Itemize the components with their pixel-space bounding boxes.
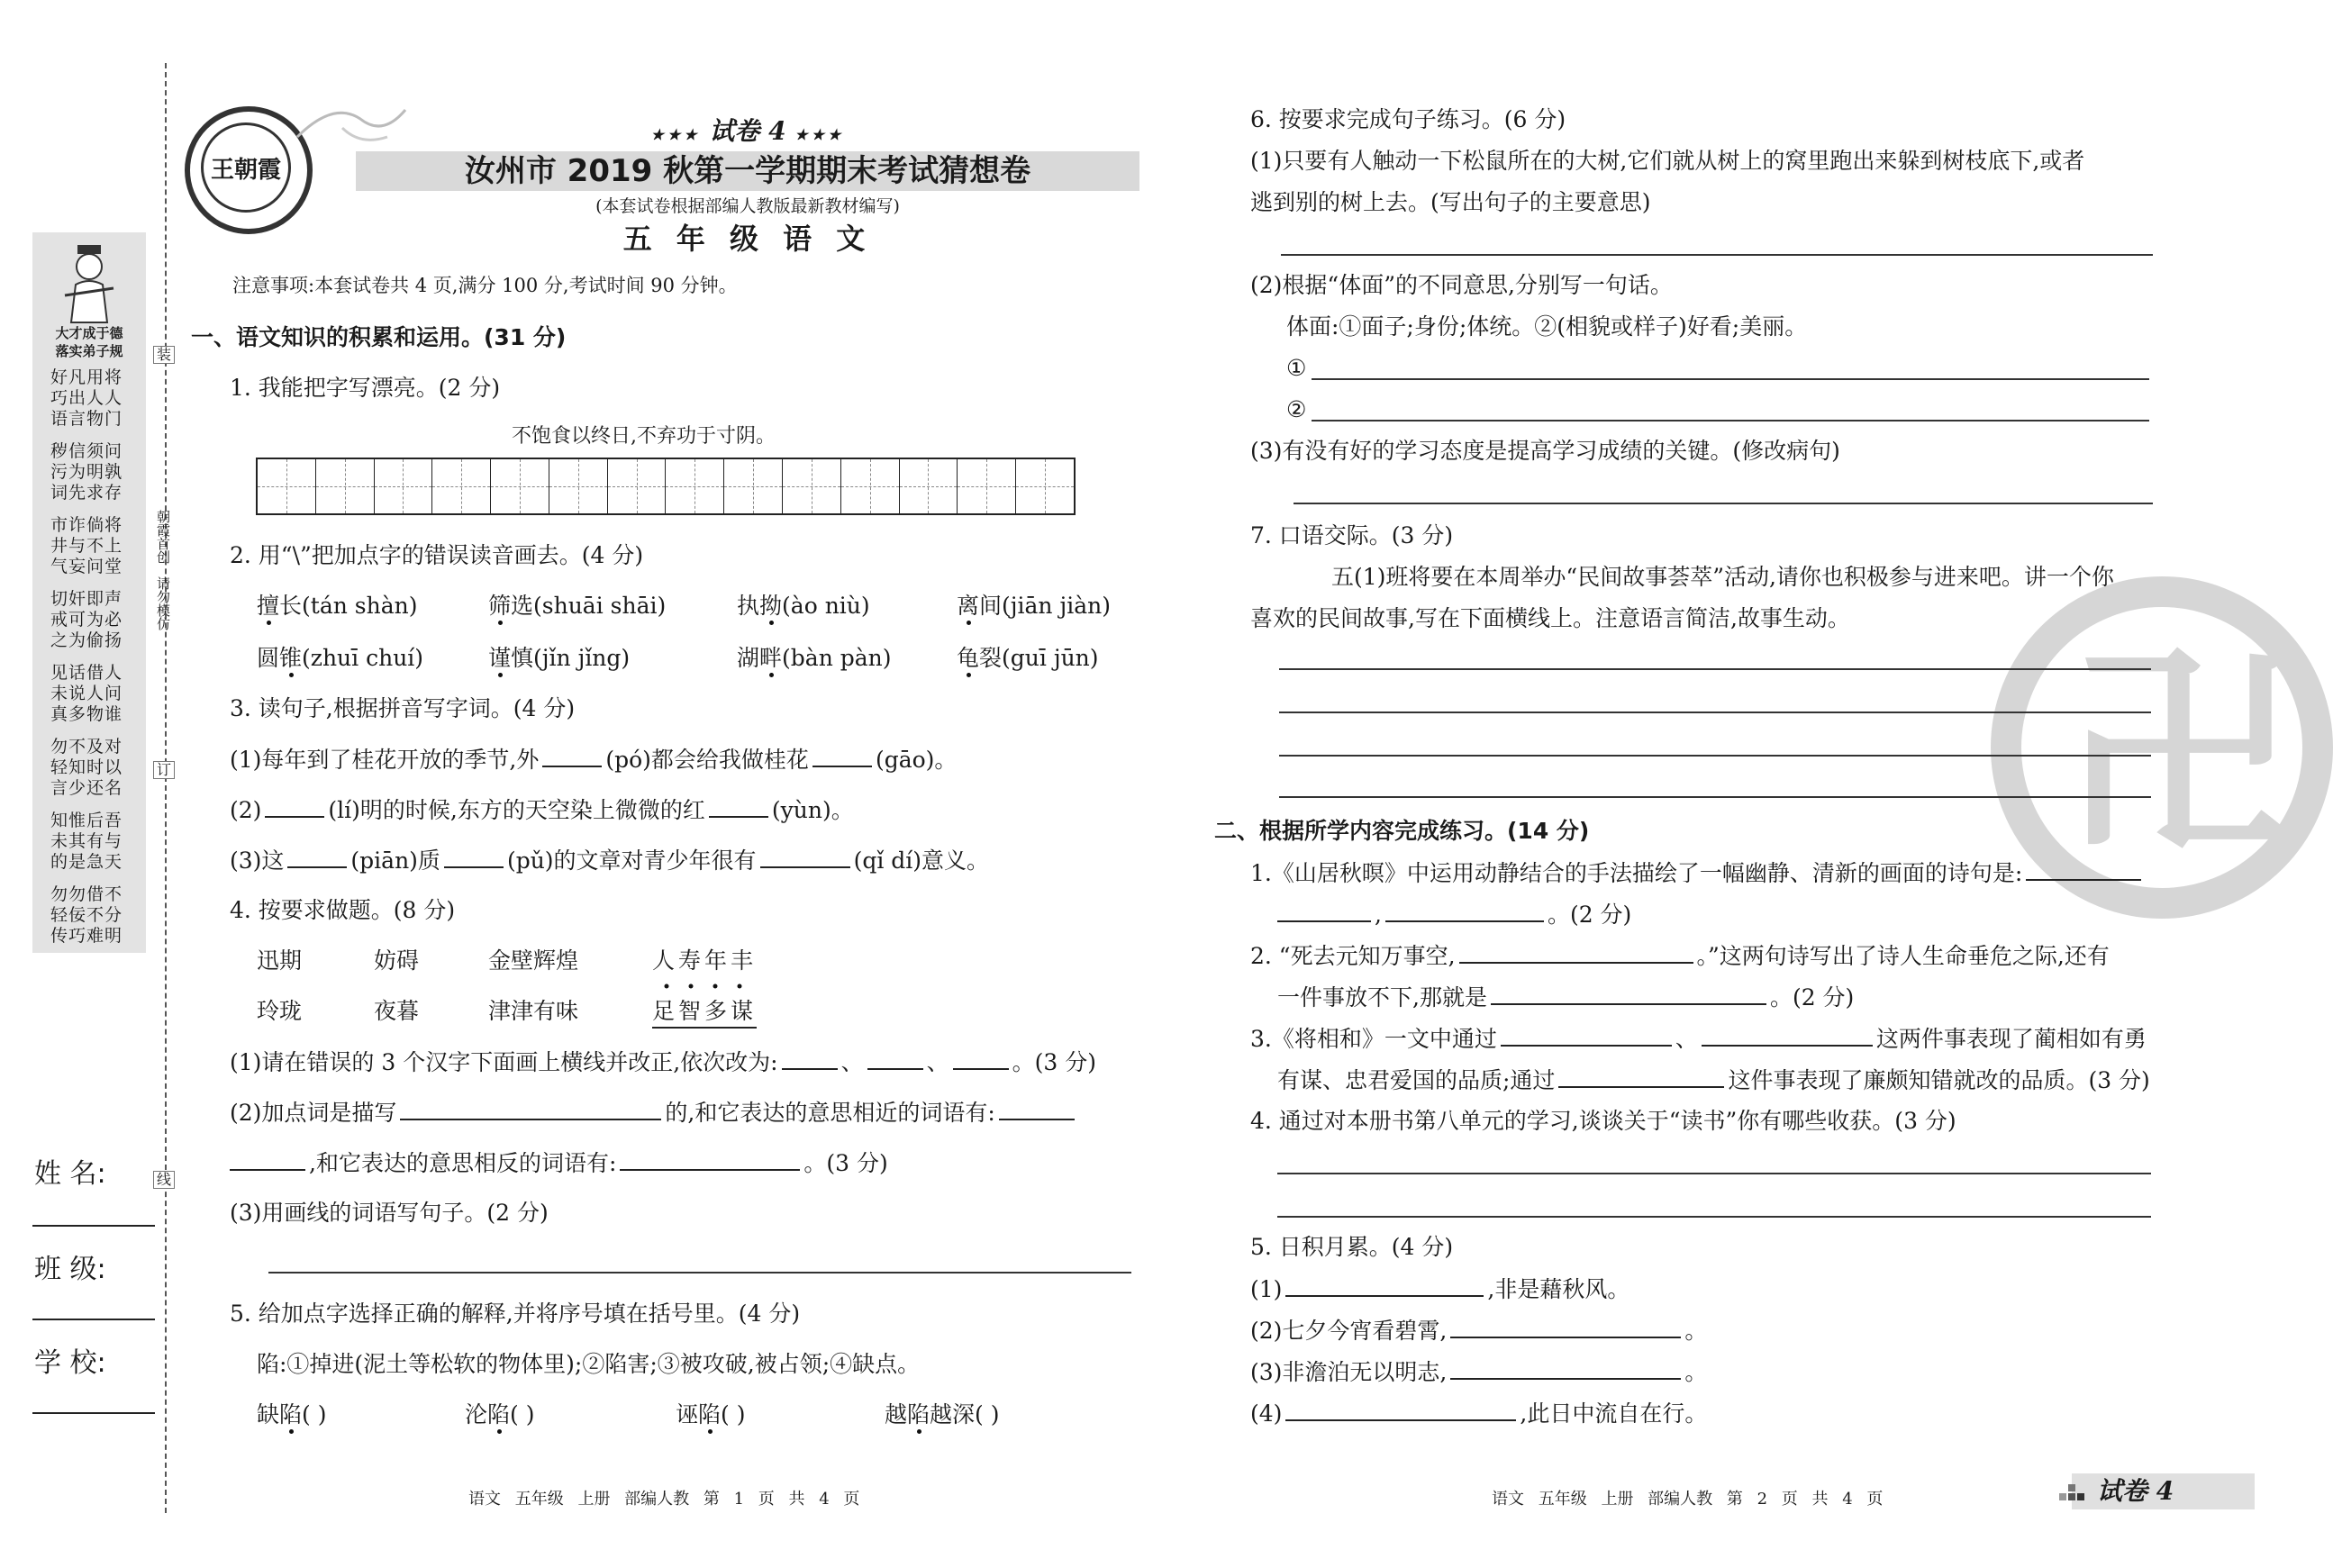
logo-text: 王朝霞 [201,122,291,213]
poem-line: 井与不上 [50,536,123,556]
pinyin-item: 谨慎(jǐn jǐng) [488,643,630,674]
motto-panel [32,232,146,953]
exam-series [613,112,883,148]
cut-line [165,63,167,1513]
poem-line: 知惟后吾 [50,811,123,830]
motto-line: 落实弟子规 [55,343,123,359]
answer-blank[interactable] [620,1147,800,1171]
answer-line[interactable] [1279,711,2151,713]
answer-blank[interactable] [760,845,850,868]
poem-line: 语言物门 [50,409,123,429]
poem-line: 污为明孰 [50,462,123,482]
answer-blank[interactable] [542,744,602,767]
grid-cell[interactable] [1016,459,1074,513]
poem-line: 勿不及对 [50,737,123,757]
page-footer-right: 语文 五年级 上册 部编人教 第 2 页 共 4 页 [1492,1490,1884,1509]
answer-blank[interactable] [1385,899,1544,922]
star-icon: ★★★ [650,126,701,143]
motto-line: 大才成于德 [55,325,123,341]
section-1-heading: 一、语文知识的积累和运用。(31 分) [191,324,567,350]
answer-line[interactable] [1281,254,2153,256]
corner-label: 试卷 4 [2097,1476,2174,1506]
answer-blank[interactable] [1558,1065,1724,1088]
q5-definition: 陷:①掉进(泥土等松软的物体里);②陷害;③被攻破,被占领;④缺点。 [257,1351,921,1377]
answer-line[interactable] [1279,796,2151,798]
poem-line: 的是急天 [50,852,123,872]
poem-line: 勿勿借不 [50,884,123,904]
answer-line[interactable] [268,1272,1131,1273]
q6-part-2: (2)根据“体面”的不同意思,分别写一句话。 [1250,272,1673,298]
recite-item: (2)七夕今宵看碧霄, 。 [1250,1315,1707,1346]
checker-icon [2059,1482,2086,1502]
answer-blank[interactable] [1450,1356,1681,1380]
copy-sentence: 不饱食以终日,不弃功于寸阴。 [512,425,776,448]
q4-part-2-cont: ,和它表达的意思相反的词语有: 。(3 分) [230,1147,888,1179]
answer-line[interactable] [1312,420,2149,421]
writing-grid[interactable] [256,458,1076,515]
word-item: 金壁辉煌 [488,947,579,974]
s2-question-1-cont: , 。(2 分) [1277,899,1631,930]
s2-question-4: 4. 通过对本册书第八单元的学习,谈谈关于“读书”你有哪些收获。(3 分) [1250,1108,1956,1134]
q3-line-2: (2) (lí)明的时候,东方的天空染上微微的红 (yùn)。 [230,794,854,826]
answer-blank[interactable] [1501,1023,1672,1047]
answer-blank[interactable] [709,794,768,818]
answer-blank[interactable] [1285,1398,1516,1421]
word-item: 迅期 [257,947,303,974]
q3-line-3: (3)这 (piān)质 (pǔ)的文章对青少年很有 (qǐ dí)意义。 [230,845,989,876]
answer-blank[interactable] [782,1047,838,1070]
class-label: 班 级: [34,1254,106,1285]
s2-question-1: 1.《山居秋暝》中运用动静结合的手法描绘了一幅幽静、清新的画面的诗句是: [1250,857,2145,889]
q6-part-3: (3)有没有好的学习态度是提高学习成绩的关键。(修改病句) [1250,438,1840,464]
pinyin-item: 湖畔(bàn pàn) [737,643,892,674]
answer-blank[interactable] [867,1047,923,1070]
poem-line: 市诈倘将 [50,515,123,535]
q5-item: 诬陷( ) [676,1400,746,1430]
q5-item: 缺陷( ) [257,1400,327,1430]
grid-cell[interactable] [491,459,549,513]
poem-line: 传巧难明 [50,926,123,946]
grid-cell[interactable] [608,459,667,513]
grid-cell[interactable] [900,459,958,513]
subject-grade: 五 年 级 语 文 [622,222,873,256]
pinyin-item: 筛选(shuāi shāi) [488,591,666,621]
pinyin-item: 龟裂(guī jūn) [957,643,1099,674]
exam-subtitle: (本套试卷根据部编人教版最新教材编写) [595,196,900,216]
grid-cell[interactable] [666,459,724,513]
answer-blank[interactable] [2026,857,2141,881]
answer-blank[interactable] [1277,899,1371,922]
answer-blank[interactable] [999,1097,1075,1120]
poem-line: 未其有与 [50,831,123,851]
q5-item: 越陷越深( ) [885,1400,1000,1430]
question-2: 2. 用“\”把加点字的错误读音画去。(4 分) [230,542,644,568]
poem-line: 气妄问堂 [50,557,123,576]
pinyin-item: 离间(jiān jiàn) [957,591,1111,621]
poem-line: 言少还名 [50,778,123,798]
answer-line[interactable] [1294,503,2153,504]
series-label: 试卷 4 [709,116,786,146]
confucius-illustration [58,241,121,322]
section-2-heading: 二、根据所学内容完成练习。(14 分) [1214,818,1590,844]
answer-line[interactable] [1279,755,2151,757]
grid-cell[interactable] [549,459,608,513]
question-7: 7. 口语交际。(3 分) [1250,522,1454,548]
answer-blank[interactable] [265,794,324,818]
s2-question-3: 3.《将相和》一文中通过 、 这两件事表现了蔺相如有勇 [1250,1023,2147,1055]
binding-strip [0,0,180,1568]
poem-line: 巧出人人 [50,388,123,408]
poem-line: 切奸即声 [50,589,123,609]
vertical-note: 请勿模仿 [155,576,171,630]
question-4: 4. 按要求做题。(8 分) [230,897,456,923]
s2-question-2-cont: 一件事放不下,那就是 。(2 分) [1277,982,1854,1013]
grid-cell[interactable] [841,459,900,513]
answer-blank[interactable] [1285,1273,1484,1297]
ribbon-icon [297,101,405,155]
pinyin-item: 擅长(tán shàn) [257,591,417,621]
answer-blank[interactable] [1459,940,1693,964]
grid-cell[interactable] [258,459,316,513]
word-item: 玲珑 [257,998,303,1024]
recite-item: (1) ,非是藉秋风。 [1250,1273,1629,1305]
answer-blank[interactable] [1491,982,1766,1005]
s2-question-5: 5. 日积月累。(4 分) [1250,1234,1454,1260]
scholar-icon [58,241,121,322]
question-5: 5. 给加点字选择正确的解释,并将序号填在括号里。(4 分) [230,1301,801,1327]
answer-line[interactable] [1312,378,2149,380]
answer-blank[interactable] [400,1097,661,1120]
grid-cell[interactable] [724,459,783,513]
poem-line: 之为偷扬 [50,630,123,650]
emphasis-dots [654,975,748,981]
poem-line: 未说人问 [50,684,123,703]
poem-line: 好凡用将 [50,367,123,387]
poem-line: 轻佞不分 [50,905,123,925]
cut-mark: 订 [153,761,175,779]
q6-part-1-cont: 逃到别的树上去。(写出句子的主要意思) [1250,189,1651,215]
answer-mark: ① [1286,355,1307,381]
pinyin-item: 执拗(ào niù) [737,591,870,621]
answer-line[interactable] [1279,668,2151,670]
answer-blank[interactable] [230,1147,305,1171]
cut-mark: 装 [153,346,175,364]
star-icon: ★★★ [794,126,845,143]
cut-mark: 线 [153,1171,175,1189]
recite-item: (3)非澹泊无以明志, 。 [1250,1356,1707,1388]
grid-cell[interactable] [432,459,491,513]
q3-line-1: (1)每年到了桂花开放的季节,外 (pó)都会给我做桂花 (gāo)。 [230,744,957,775]
q6-part-1: (1)只要有人触动一下松鼠所在的大树,它们就从树上的窝里跑出来躲到树枝底下,或者 [1250,148,2085,174]
poem-line: 见话借人 [50,663,123,683]
word-item: 夜暮 [374,998,420,1024]
s2-question-3-cont: 有谋、忠君爱国的品质;通过 这件事表现了廉颇知错就改的品质。(3 分) [1277,1065,2150,1096]
name-field[interactable] [32,1225,155,1227]
dotted-word: 人寿年丰 [652,947,758,974]
question-6: 6. 按要求完成句子练习。(6 分) [1250,106,1566,132]
seal-icon: 卍 [2067,625,2292,887]
exam-title: 汝州市 2019 秋第一学期期末考试猜想卷 [464,153,1031,189]
school-field[interactable] [32,1412,155,1414]
poem-line: 真多物谁 [50,704,123,724]
page-footer-left: 语文 五年级 上册 部编人教 第 1 页 共 4 页 [468,1490,860,1509]
q6-part-2-definition: 体面:①面子;身份;体统。②(相貌或样子)好看;美丽。 [1286,313,1808,340]
q7-prompt-cont: 喜欢的民间故事,写在下面横线上。注意语言简洁,故事生动。 [1250,605,1850,631]
answer-blank[interactable] [444,845,504,868]
poem-line: 轻知时以 [50,757,123,777]
q4-part-2: (2)加点词是描写 的,和它表达的意思相近的词语有: [230,1097,1078,1128]
answer-blank[interactable] [287,845,347,868]
name-label: 姓 名: [34,1158,106,1190]
answer-mark: ② [1286,396,1307,422]
class-field[interactable] [32,1319,155,1320]
word-item: 妨碍 [374,947,420,974]
vertical-note: 朝霞首创 [155,510,171,564]
answer-blank[interactable] [1702,1023,1873,1047]
q7-prompt: 五(1)班将要在本周举办“民间故事荟萃”活动,请你也积极参与进来吧。讲一个你 [1331,564,2114,590]
brand-logo [185,106,313,234]
question-3: 3. 读句子,根据拼音写字词。(4 分) [230,695,576,721]
question-1: 1. 我能把字写漂亮。(2 分) [230,375,501,401]
grid-cell[interactable] [316,459,375,513]
s2-question-2: 2. “死去元知万事空, 。”这两句诗写出了诗人生命垂危之际,还有 [1250,940,2110,972]
q4-part-1: (1)请在错误的 3 个汉字下面画上横线并改正,依次改为: 、 、 。(3 分) [230,1047,1096,1078]
grid-cell[interactable] [958,459,1016,513]
poem-line: 词先求存 [50,483,123,503]
q4-part-3: (3)用画线的词语写句子。(2 分) [230,1200,549,1226]
underlined-word: 足智多谋 [652,996,757,1029]
notice: 注意事项:本套试卷共 4 页,满分 100 分,考试时间 90 分钟。 [232,275,738,296]
answer-line[interactable] [1277,1216,2151,1218]
answer-blank[interactable] [812,744,872,767]
q5-item: 沦陷( ) [465,1400,535,1430]
grid-cell[interactable] [375,459,433,513]
answer-blank[interactable] [1450,1315,1681,1338]
pinyin-item: 圆锥(zhuī chuí) [257,643,423,674]
recite-item: (4) ,此日中流自在行。 [1250,1398,1707,1429]
school-label: 学 校: [34,1347,106,1379]
grid-cell[interactable] [783,459,841,513]
answer-line[interactable] [1277,1173,2151,1174]
poem-line: 秽信须问 [50,441,123,461]
word-item: 津津有味 [488,998,579,1024]
answer-blank[interactable] [953,1047,1009,1070]
poem-line: 戒可为必 [50,610,123,630]
